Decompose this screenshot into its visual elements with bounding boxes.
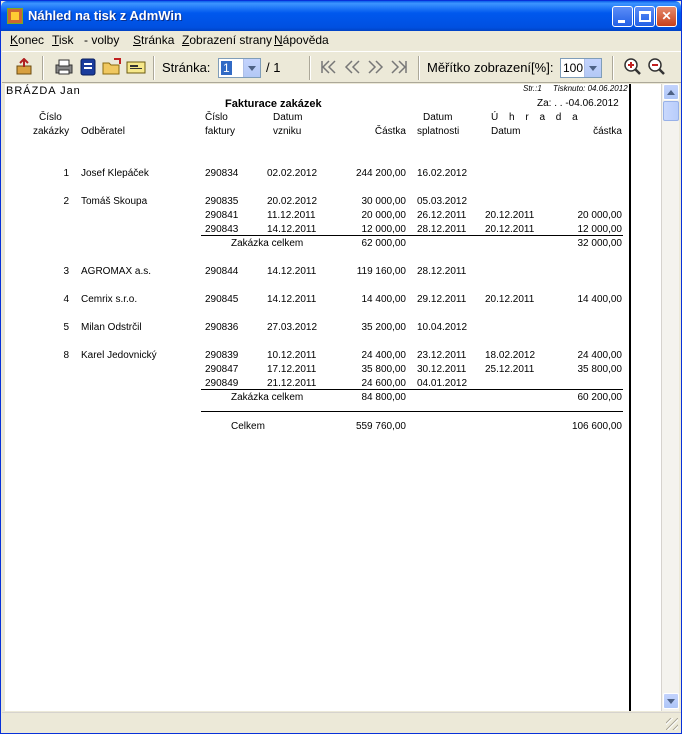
total-amount: 559 760,00 bbox=[355, 421, 406, 432]
invoice-number: 290836 bbox=[205, 322, 239, 333]
maximize-button[interactable] bbox=[634, 6, 655, 27]
menu-volby[interactable] bbox=[84, 33, 119, 47]
next-page-icon bbox=[365, 58, 385, 76]
subtotal-amount: 62 000,00 bbox=[361, 238, 406, 249]
page-total: / 1 bbox=[266, 60, 281, 75]
invoice-amount: 35 800,00 bbox=[361, 364, 406, 375]
header-castka: Částka bbox=[374, 126, 406, 137]
subtotal-rule bbox=[201, 235, 623, 236]
minimize-icon bbox=[618, 20, 625, 23]
payment-date: 20.12.2011 bbox=[485, 224, 535, 235]
minimize-button[interactable] bbox=[612, 6, 633, 27]
payment-date: 25.12.2011 bbox=[485, 364, 535, 375]
invoice-issued-date: 21.12.2011 bbox=[267, 378, 317, 389]
next-page-button[interactable] bbox=[365, 58, 385, 76]
menu-tisk[interactable] bbox=[52, 33, 74, 47]
exit-button[interactable] bbox=[14, 58, 34, 76]
customer-name: Josef Klepáček bbox=[81, 168, 149, 179]
scroll-thumb[interactable] bbox=[663, 101, 679, 121]
menu-bar bbox=[2, 31, 681, 50]
subtotal-paid: 60 200,00 bbox=[577, 392, 622, 403]
invoice-number: 290844 bbox=[205, 266, 239, 277]
subtotal-rule bbox=[201, 389, 623, 390]
header-datum-vzniku: Datum bbox=[273, 112, 303, 123]
invoice-due-date: 10.04.2012 bbox=[417, 322, 468, 333]
print-setup-button[interactable] bbox=[78, 58, 98, 76]
menu-konec-label: Konec bbox=[10, 33, 45, 47]
zoom-select-value: 100 bbox=[563, 61, 584, 75]
invoice-issued-date: 14.12.2011 bbox=[267, 224, 317, 235]
customer-name: Tomáš Skoupa bbox=[81, 196, 148, 207]
invoice-amount: 20 000,00 bbox=[361, 210, 406, 221]
zoom-select[interactable] bbox=[560, 58, 602, 78]
printer-icon bbox=[54, 58, 74, 76]
admwin-app-icon[interactable] bbox=[7, 8, 23, 24]
payment-date: 20.12.2011 bbox=[485, 294, 535, 305]
invoice-number: 290834 bbox=[205, 168, 239, 179]
toolbar-separator bbox=[42, 56, 44, 80]
header-uhrada-datum: Datum bbox=[491, 126, 521, 137]
header-uhrada: Ú h r a d a bbox=[491, 112, 582, 123]
menu-konec[interactable] bbox=[10, 33, 44, 47]
scroll-up-icon[interactable] bbox=[663, 84, 679, 100]
payment-date: 18.02.2012 bbox=[485, 350, 536, 361]
menu-zobrazeni-strany[interactable] bbox=[182, 33, 272, 47]
prev-page-button[interactable] bbox=[343, 58, 363, 76]
invoice-number: 290839 bbox=[205, 350, 239, 361]
zoom-out-button[interactable] bbox=[647, 58, 667, 76]
menu-napoveda[interactable] bbox=[274, 33, 329, 47]
invoice-amount: 244 200,00 bbox=[355, 168, 406, 179]
header-odberatel: Odběratel bbox=[81, 126, 125, 137]
order-number: 5 bbox=[63, 322, 69, 333]
subtotal-amount: 84 800,00 bbox=[361, 392, 406, 403]
chevron-down-icon[interactable] bbox=[243, 59, 260, 77]
total-rule bbox=[201, 411, 623, 412]
export-button[interactable] bbox=[126, 58, 146, 76]
close-button[interactable] bbox=[656, 6, 677, 27]
invoice-issued-date: 10.12.2011 bbox=[267, 350, 317, 361]
first-page-button[interactable] bbox=[319, 58, 339, 76]
menu-napoveda-label: Nápověda bbox=[274, 33, 329, 47]
payment-amount: 20 000,00 bbox=[577, 210, 622, 221]
invoice-number: 290843 bbox=[205, 224, 239, 235]
prev-page-icon bbox=[343, 58, 363, 76]
invoice-number: 290841 bbox=[205, 210, 239, 221]
page-select[interactable] bbox=[218, 58, 261, 78]
invoice-issued-date: 14.12.2011 bbox=[267, 294, 317, 305]
export-icon bbox=[126, 58, 146, 76]
customer-name: Cemrix s.r.o. bbox=[81, 294, 138, 305]
invoice-issued-date: 11.12.2011 bbox=[267, 210, 316, 221]
last-page-icon bbox=[389, 58, 409, 76]
invoice-amount: 14 400,00 bbox=[361, 294, 406, 305]
zoom-in-icon bbox=[623, 58, 643, 76]
invoice-due-date: 30.12.2011 bbox=[417, 364, 467, 375]
exit-icon bbox=[14, 58, 34, 76]
total-paid: 106 600,00 bbox=[571, 421, 622, 432]
status-bar bbox=[2, 712, 681, 733]
report-page[interactable] bbox=[5, 84, 630, 711]
order-number: 1 bbox=[63, 168, 69, 179]
invoice-number: 290845 bbox=[205, 294, 239, 305]
invoice-issued-date: 20.02.2012 bbox=[267, 196, 318, 207]
first-page-icon bbox=[319, 58, 339, 76]
menu-volby-label: - volby bbox=[84, 33, 120, 47]
order-number: 4 bbox=[63, 294, 69, 305]
zoom-in-button[interactable] bbox=[623, 58, 643, 76]
menu-zobrazeni-label: Zobrazení strany bbox=[182, 33, 273, 47]
printed-date: Tisknuto: 04.06.2012 bbox=[553, 84, 628, 93]
report-title: Fakturace zakázek bbox=[225, 98, 322, 110]
zoom-label: Měřítko zobrazení[%]: bbox=[427, 60, 554, 75]
invoice-number: 290847 bbox=[205, 364, 239, 375]
payment-amount: 35 800,00 bbox=[577, 364, 622, 375]
toolbar bbox=[2, 51, 681, 83]
page-info: Str.:1 bbox=[523, 84, 542, 93]
payment-amount: 24 400,00 bbox=[577, 350, 622, 361]
payment-amount: 14 400,00 bbox=[577, 294, 622, 305]
invoice-amount: 35 200,00 bbox=[361, 322, 406, 333]
menu-stranka[interactable] bbox=[133, 33, 174, 47]
header-uhrada-castka: částka bbox=[593, 126, 622, 137]
last-page-button[interactable] bbox=[389, 58, 409, 76]
header-splatnosti: splatnosti bbox=[417, 126, 460, 137]
invoice-amount: 24 600,00 bbox=[361, 378, 406, 389]
subtotal-label: Zakázka celkem bbox=[231, 238, 304, 249]
invoice-due-date: 26.12.2011 bbox=[417, 210, 467, 221]
header-zakazky: zakázky bbox=[33, 126, 70, 137]
payment-date: 20.12.2011 bbox=[485, 210, 535, 221]
payment-amount: 12 000,00 bbox=[577, 224, 622, 235]
page-label: Stránka: bbox=[162, 60, 211, 75]
order-number: 3 bbox=[63, 266, 69, 277]
menu-stranka-label: Stránka bbox=[133, 33, 175, 47]
invoice-issued-date: 27.03.2012 bbox=[267, 322, 318, 333]
invoice-amount: 24 400,00 bbox=[361, 350, 406, 361]
invoice-due-date: 04.01.2012 bbox=[417, 378, 468, 389]
open-button[interactable] bbox=[102, 58, 122, 76]
invoice-number: 290849 bbox=[205, 378, 239, 389]
invoice-due-date: 23.12.2011 bbox=[417, 350, 467, 361]
subtotal-paid: 32 000,00 bbox=[577, 238, 622, 249]
chevron-down-icon[interactable] bbox=[584, 59, 601, 77]
invoice-due-date: 16.02.2012 bbox=[417, 168, 468, 179]
header-cislo-faktury: Číslo bbox=[205, 112, 228, 123]
report-range: Za: . . -04.06.2012 bbox=[537, 98, 619, 109]
header-vzniku: vzniku bbox=[273, 126, 302, 137]
preview-margin bbox=[631, 84, 661, 711]
customer-name: Milan Odstrčil bbox=[81, 322, 142, 333]
page-select-value: 1 bbox=[223, 61, 230, 75]
maximize-icon bbox=[639, 11, 651, 22]
header-faktury: faktury bbox=[205, 126, 236, 137]
invoice-amount: 30 000,00 bbox=[361, 196, 406, 207]
menu-tisk-label: Tisk bbox=[52, 33, 74, 47]
subtotal-label: Zakázka celkem bbox=[231, 392, 304, 403]
company-name: BRÁZDA Jan bbox=[6, 85, 81, 97]
toolbar-separator bbox=[309, 56, 311, 80]
invoice-number: 290835 bbox=[205, 196, 239, 207]
open-folder-icon bbox=[102, 58, 122, 76]
close-icon: ✕ bbox=[661, 9, 672, 23]
invoice-due-date: 29.12.2011 bbox=[417, 294, 467, 305]
zoom-out-icon bbox=[647, 58, 667, 76]
print-setup-icon bbox=[78, 58, 98, 76]
customer-name: Karel Jedovnický bbox=[81, 350, 157, 361]
window-title: Náhled na tisk z AdmWin bbox=[28, 8, 182, 23]
print-button[interactable] bbox=[54, 58, 74, 76]
total-label: Celkem bbox=[231, 421, 265, 432]
invoice-due-date: 05.03.2012 bbox=[417, 196, 468, 207]
title-bar[interactable] bbox=[1, 1, 681, 31]
invoice-amount: 119 160,00 bbox=[356, 266, 406, 277]
invoice-issued-date: 02.02.2012 bbox=[267, 168, 318, 179]
customer-name: AGROMAX a.s. bbox=[81, 266, 152, 277]
toolbar-separator bbox=[612, 56, 614, 80]
header-cislo: Číslo bbox=[39, 112, 62, 123]
invoice-amount: 12 000,00 bbox=[361, 224, 406, 235]
invoice-due-date: 28.12.2011 bbox=[417, 266, 467, 277]
invoice-issued-date: 14.12.2011 bbox=[267, 266, 317, 277]
order-number: 8 bbox=[63, 350, 69, 361]
toolbar-separator bbox=[418, 56, 420, 80]
header-datum-splatnosti: Datum bbox=[423, 112, 453, 123]
toolbar-separator bbox=[153, 56, 155, 80]
scroll-down-icon[interactable] bbox=[663, 693, 679, 709]
resize-grip-icon[interactable] bbox=[666, 718, 678, 730]
vertical-scrollbar[interactable] bbox=[661, 84, 679, 711]
order-number: 2 bbox=[63, 196, 69, 207]
invoice-due-date: 28.12.2011 bbox=[417, 224, 467, 235]
invoice-issued-date: 17.12.2011 bbox=[267, 364, 317, 375]
